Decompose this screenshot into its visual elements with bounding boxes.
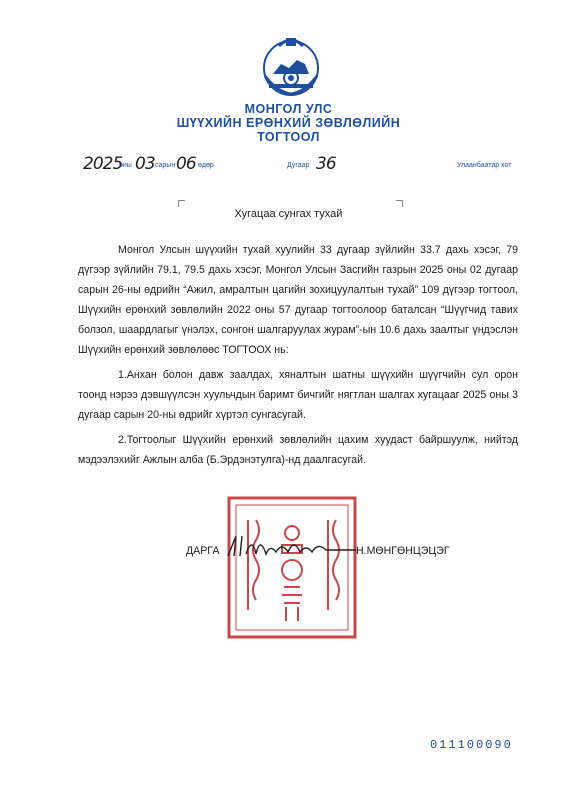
signatory-title: ДАРГА bbox=[186, 545, 220, 557]
subject-bracket-right bbox=[396, 200, 403, 207]
document-number-handwritten: 36 bbox=[316, 154, 336, 174]
date-day-suffix: өдөр bbox=[198, 162, 214, 169]
subject-bracket-left bbox=[178, 200, 185, 207]
document-subject: Хугацаа сунгах тухай bbox=[234, 208, 343, 220]
document-type-title: ТОГТООЛ bbox=[257, 130, 320, 144]
handwritten-signature bbox=[222, 532, 362, 562]
date-month: 03 bbox=[135, 154, 155, 174]
place-label: Улаанбаатар хот bbox=[457, 162, 512, 169]
document-serial-number: 011100090 bbox=[430, 738, 513, 752]
state-emblem-icon bbox=[259, 34, 323, 98]
signatory-name: Н.МӨНГӨНЦЭЦЭГ bbox=[356, 545, 450, 557]
org-name-line2: ШҮҮХИЙН ЕРӨНХИЙ ЗӨВЛӨЛИЙН bbox=[176, 116, 401, 130]
date-year: 2025 bbox=[83, 154, 123, 174]
body-item-2: 2.Тогтоолыг Шүүхийн ерөнхий зөвлөлийн цахим хуудаст байршуулж, нийтэд мэдээлэхийг Ажлын алба (Б.Эрдэнэтулга)-нд даалгасугай. bbox=[78, 434, 518, 466]
date-day: 06 bbox=[176, 154, 196, 174]
body-item-1: 1.Анхан болон давж заалдах, хяналтын шатны шүүхийн шүүгчийн сул орон тоонд нэрээ дэвшүүлсэн хуульчдын баримт бичгийг нягтлан шалгах хугацааг 2025 оны 3 дугаар сарын 20-ны өдрийг хүртэл сунгасугай. bbox=[78, 369, 518, 421]
date-month-suffix: сарын bbox=[155, 162, 176, 169]
official-stamp bbox=[226, 495, 358, 640]
date-year-suffix: оны bbox=[119, 162, 132, 169]
org-name-line1: МОНГОЛ УЛС bbox=[244, 102, 333, 116]
body-preamble: Монгол Улсын шүүхийн тухай хуулийн 33 дугаар зүйлийн 33.7 дахь хэсэг, 79 дүгээр зүйлийн 79.1, 79.5 дахь хэсэг, Монгол Улсын Засгийн газрын 2025 оны 02 дугаар сарын 26-ны өдрийн “Ажил, амралтын цагийн зохицуулалтын тухай” 109 дүгээр тогтоол, Шүүхийн ерөнхий зөвлөлийн 2022 оны 57 дугаар тогтоолоор баталсан “Шүүгчид тавих болзол, шаардлагыг үнэлэх, сонгон шалгаруулах журам”-ын 10.6 дахь заалтыг үндэслэн Шүүхийн ерөнхий зөвлөлөөс ТОГТООХ нь: bbox=[78, 244, 518, 356]
number-label: Дугаар bbox=[287, 162, 310, 169]
